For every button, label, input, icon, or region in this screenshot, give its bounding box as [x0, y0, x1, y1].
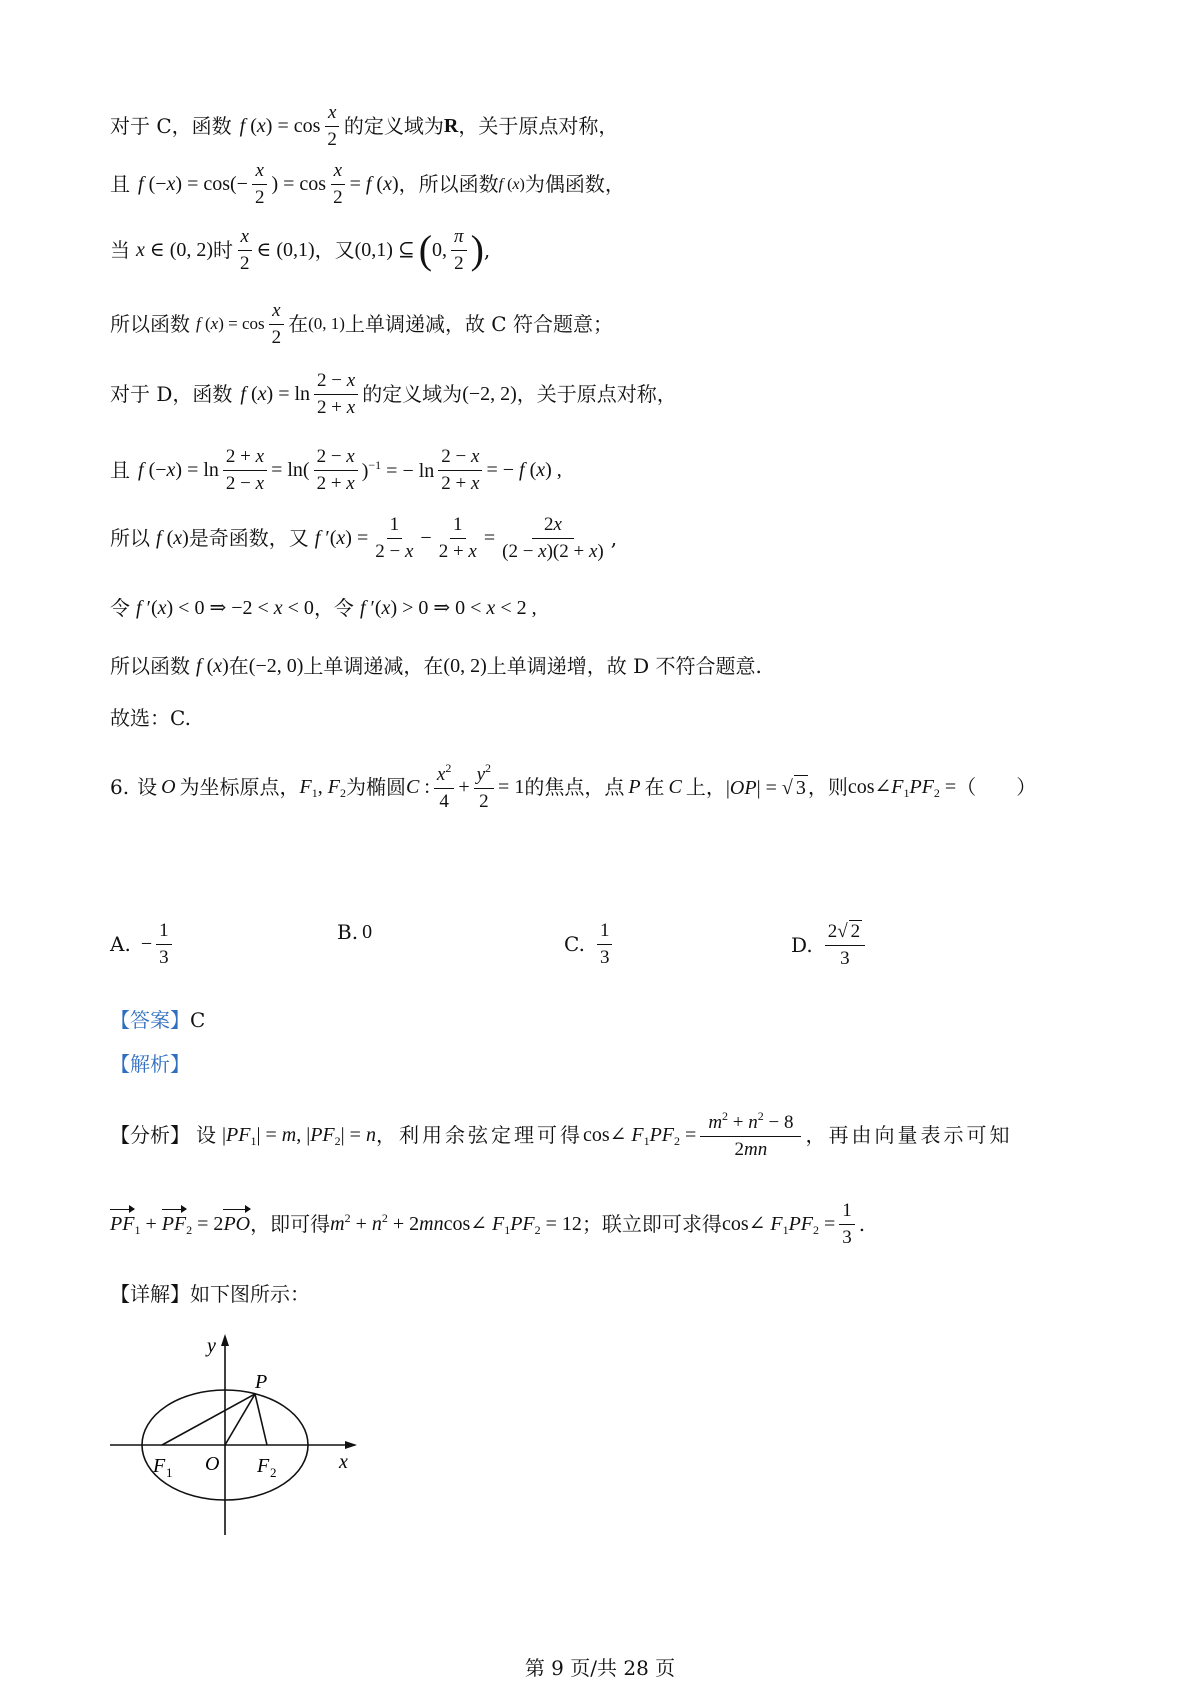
formula: (0, 1)	[308, 314, 345, 334]
segment-f2p	[255, 1394, 267, 1445]
label-o: O	[205, 1453, 220, 1475]
text: 为偶函数，	[524, 172, 625, 197]
fraction: $\frac{x}{2}$	[330, 160, 346, 209]
fraction: $\frac{2 - x}{2 + x}$	[438, 446, 482, 495]
label-x: x	[339, 1451, 348, 1473]
line-c4	[110, 300, 613, 349]
option-letter: B.	[337, 920, 359, 944]
text: 对于 D，函数	[110, 382, 233, 407]
fraction: $\frac{\pi}{2}$	[451, 226, 467, 275]
text: .	[858, 1212, 866, 1237]
formula: =	[483, 527, 496, 550]
text: ,	[483, 238, 491, 263]
formula: )	[470, 227, 484, 273]
fraction: $\frac{2 - x}{2 + x}$	[314, 370, 358, 419]
formula: f ′(x) < 0 ⇒ −2 < x < 0	[136, 597, 314, 619]
fraction: $\frac{x}{2}$	[237, 226, 253, 275]
formula: $\cos\angle F_1PF_2$ =	[847, 775, 957, 800]
option-value: 0	[362, 920, 373, 943]
label-p: P	[255, 1371, 268, 1393]
fraction: $\frac{x}{2}$	[324, 102, 340, 151]
x-axis-arrow	[345, 1441, 357, 1449]
line-d4	[110, 596, 537, 620]
text: 的焦点，点	[524, 775, 625, 800]
answer-options	[110, 920, 1090, 980]
fraction: $\frac{1}{2 - x}$	[375, 514, 414, 562]
text: 为坐标原点，	[179, 775, 300, 800]
option-letter: D.	[791, 932, 813, 957]
fraction: $\frac{2 - x}{2 + x}$	[314, 446, 358, 495]
formula: (0,1) ⊆	[354, 239, 415, 262]
fraction: $\frac{m^2 + n^2 - 8}{2mn}$	[700, 1110, 801, 1161]
formula: cos∠ $F_1PF_2$ =	[721, 1212, 836, 1237]
formula: $F_1$, $F_2$	[299, 775, 346, 800]
formula: (0, 2)	[443, 655, 487, 677]
formula: +	[458, 776, 470, 799]
text: ，即可得	[250, 1212, 331, 1237]
formula: O	[161, 776, 176, 799]
y-axis-arrow	[221, 1334, 229, 1346]
segment-f1p	[162, 1394, 255, 1445]
text: 的定义域为	[362, 382, 463, 407]
answer-label: 【答案】	[110, 1008, 190, 1032]
answer-line	[110, 1008, 205, 1032]
text: 且	[110, 172, 130, 197]
text: 在	[228, 654, 249, 678]
option-letter: A.	[110, 932, 131, 957]
text: 对于 C，函数	[110, 114, 232, 139]
analysis-label: 【解析】	[110, 1052, 190, 1076]
set-r: R	[443, 115, 459, 138]
label-f1: F	[153, 1455, 166, 1477]
text: ；联立即可求得	[581, 1212, 722, 1237]
formula: (−2, 2)	[462, 383, 517, 406]
text: ，所以函数	[398, 172, 499, 197]
text: ，又	[314, 238, 355, 263]
text: 所以函数	[110, 312, 190, 337]
formula: $m^2 + n^2$ + 2mncos∠ $F_1PF_2 = 12$	[330, 1211, 582, 1238]
formula: )$^{-1}$ = − ln	[361, 457, 435, 482]
text: 时	[213, 238, 234, 263]
formula: f (x) = cos	[196, 314, 265, 334]
fraction: $\frac{x}{2}$	[252, 160, 268, 209]
fraction: $\frac{1}{2 + x}$	[438, 514, 477, 562]
text: 上单调递减，在	[303, 654, 444, 678]
formula: C	[668, 776, 682, 799]
formula: f (−x) = cos(−	[138, 173, 248, 196]
formula: f ′(x) =	[314, 527, 369, 550]
text: ，关于原点对称，	[458, 114, 619, 139]
text: 令	[110, 596, 130, 620]
detail-text: 如下图所示：	[190, 1282, 310, 1306]
fraction: $\frac{1}{3}$	[597, 920, 613, 969]
fraction: $\frac{y^2}{2}$	[474, 762, 494, 813]
fenxi-line-2	[110, 1200, 865, 1249]
formula: f ′(x) > 0 ⇒ 0 < x < 2 ,	[359, 597, 537, 619]
line-c3	[110, 226, 490, 275]
option-a[interactable]	[110, 920, 176, 969]
text: ，则	[807, 775, 848, 800]
formula: = 1	[498, 776, 525, 799]
label-y: y	[207, 1335, 216, 1357]
formula: f (x) = cos	[239, 115, 321, 138]
detail-line	[110, 1282, 310, 1306]
text: 上，	[685, 775, 726, 800]
text: （ ）	[956, 775, 1037, 800]
ellipse-diagram	[105, 1330, 365, 1540]
formula: ∈ (0,1)	[256, 239, 315, 262]
formula: f (−x) = ln	[138, 459, 219, 482]
line-d1	[110, 370, 677, 419]
fraction: $\frac{1}{3}$	[156, 920, 172, 969]
fraction: $\frac{x}{2}$	[269, 300, 285, 349]
line-c2	[110, 160, 625, 209]
text: 当	[110, 238, 130, 263]
text: 在	[644, 775, 665, 800]
question-number: 6.	[110, 775, 130, 800]
text: ，令	[313, 596, 354, 620]
question-6	[110, 762, 1036, 813]
fenxi-line-1	[110, 1110, 1012, 1161]
formula: f (x)	[498, 175, 525, 193]
formula: 0,	[432, 239, 448, 262]
formula: = − f (x) ,	[486, 459, 562, 482]
fraction: $\frac{x^2}{4}$	[434, 762, 454, 813]
text: 故选：C.	[110, 706, 191, 730]
formula: (−2, 0)	[248, 655, 304, 677]
formula: −	[140, 932, 153, 955]
text: ，关于原点对称，	[516, 382, 677, 407]
formula: cos∠ $F_1PF_2$ =	[582, 1123, 697, 1148]
detail-label: 【详解】	[110, 1282, 190, 1306]
formula: ) = cos	[271, 173, 327, 196]
choose-line	[110, 706, 191, 730]
line-d3	[110, 514, 617, 563]
formula: $|PF_1| = m$, $|PF_2| = n$	[222, 1123, 376, 1148]
text: ,	[610, 526, 618, 551]
formula: C :	[405, 776, 430, 799]
page-footer: 第 9 页/共 28 页	[524, 1656, 676, 1680]
option-b[interactable]	[337, 920, 372, 944]
line-d5	[110, 654, 762, 678]
text: 设	[196, 1123, 216, 1148]
fenxi-label: 【分析】	[110, 1123, 190, 1148]
text: 且	[110, 458, 130, 483]
text: 所以函数	[110, 654, 190, 678]
formula: f (x)	[196, 655, 229, 677]
text: 在	[288, 312, 309, 337]
fraction: $\frac{2x}{(2 - x)(2 + x)}$	[502, 514, 604, 562]
formula: (	[418, 227, 433, 273]
formula: f (x)	[156, 527, 189, 550]
formula: |OP| = √ 3	[725, 776, 806, 799]
text: 是奇函数，又	[188, 526, 309, 551]
fraction: $\frac{2√ 2}{3}$	[825, 920, 865, 970]
text: 上单调递减，故 C 符合题意；	[344, 312, 613, 337]
text: 的定义域为	[343, 114, 444, 139]
formula: $PF_1 + PF_2 = 2PO$	[110, 1212, 251, 1237]
label-f2-sub: 2	[270, 1465, 277, 1480]
fraction: $\frac{2 + x}{2 - x}$	[223, 446, 267, 495]
answer-value: C	[190, 1008, 206, 1032]
formula: f (x) = ln	[240, 383, 311, 406]
line-c1	[110, 102, 618, 151]
line-d2	[110, 446, 562, 495]
formula: P	[628, 776, 641, 799]
text: 所以	[110, 526, 150, 551]
formula: −	[420, 527, 432, 550]
label-f1-sub: 1	[166, 1465, 173, 1480]
formula: x ∈ (0, 2)	[136, 239, 214, 262]
formula: = ln(	[271, 459, 310, 482]
fraction: $\frac{1}{3}$	[839, 1200, 855, 1249]
text: ，再由向量表示可知	[805, 1123, 1013, 1148]
text: 设	[137, 775, 158, 800]
analysis-line	[110, 1052, 190, 1076]
label-f2: F	[257, 1455, 270, 1477]
option-letter: C.	[564, 932, 585, 957]
text: ，利用余弦定理可得	[375, 1123, 583, 1148]
text: 为椭圆	[345, 775, 406, 800]
option-c[interactable]	[564, 920, 616, 969]
text: 上单调递增，故 D 不符合题意.	[486, 654, 762, 678]
option-d[interactable]	[791, 920, 869, 970]
formula: = f (x)	[349, 173, 399, 196]
